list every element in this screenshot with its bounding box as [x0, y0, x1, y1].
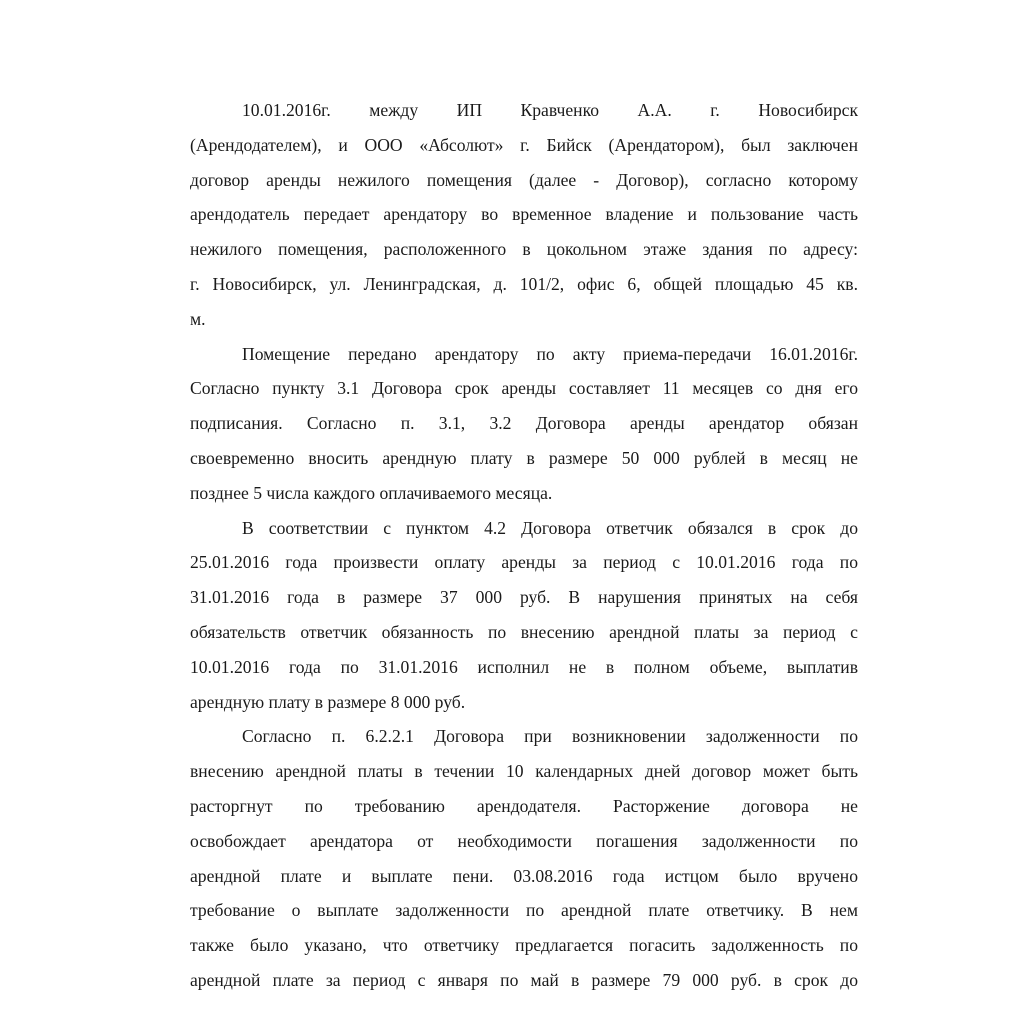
- paragraph-2-line-2: Согласно пункту 3.1 Договора срок аренды составляет 11 месяцев со дня его: [190, 378, 858, 399]
- paragraph-3-line-6: арендную плату в размере 8 000 руб.: [190, 691, 466, 712]
- paragraph-4-line-7: также было указано, что ответчику предлагается погасить задолженность по: [190, 935, 858, 956]
- paragraph-3-line-5: 10.01.2016 года по 31.01.2016 исполнил не в полном объеме, выплатив: [190, 656, 858, 677]
- paragraph-3-line-2: 25.01.2016 года произвести оплату аренды за период с 10.01.2016 года по: [190, 552, 858, 573]
- paragraph-4-line-1: Согласно п. 6.2.2.1 Договора при возникновении задолженности по: [242, 726, 858, 747]
- paragraph-2-line-4: своевременно вносить арендную плату в размере 50 000 рублей в месяц не: [190, 447, 858, 468]
- paragraph-1-line-7: м.: [190, 308, 206, 329]
- paragraph-2-line-1: Помещение передано арендатору по акту приема-передачи 16.01.2016г.: [242, 343, 858, 364]
- paragraph-1-line-2: (Арендодателем), и ООО «Абсолют» г. Бийск (Арендатором), был заключен: [190, 134, 858, 155]
- paragraph-4-line-3: расторгнут по требованию арендодателя. Расторжение договора не: [190, 795, 858, 816]
- paragraph-1-line-1: 10.01.2016г. между ИП Кравченко А.А. г. Новосибирск: [242, 100, 858, 120]
- paragraph-4-line-2: внесению арендной платы в течении 10 календарных дней договор может быть: [190, 761, 858, 782]
- paragraph-1-line-4: арендодатель передает арендатору во временное владение и пользование часть: [190, 204, 858, 225]
- paragraph-4-line-8: арендной плате за период с января по май в размере 79 000 руб. в срок до: [190, 969, 858, 990]
- paragraph-4-line-4: освобождает арендатора от необходимости погашения задолженности по: [190, 830, 858, 851]
- paragraph-1-line-5: нежилого помещения, расположенного в цокольном этаже здания по адресу:: [190, 239, 858, 260]
- paragraph-4-line-6: требование о выплате задолженности по арендной плате ответчику. В нем: [190, 900, 858, 921]
- paragraph-2-line-5: позднее 5 числа каждого оплачиваемого месяца.: [190, 482, 553, 503]
- document-body: [190, 93, 858, 998]
- paragraph-3-line-4: обязательств ответчик обязанность по внесению арендной платы за период с: [190, 621, 858, 642]
- paragraph-4-line-5: арендной плате и выплате пени. 03.08.2016 года истцом было вручено: [190, 865, 858, 886]
- paragraph-2-line-3: подписания. Согласно п. 3.1, 3.2 Договора аренды арендатор обязан: [190, 413, 858, 434]
- paragraph-1-line-6: г. Новосибирск, ул. Ленинградская, д. 101/2, офис 6, общей площадью 45 кв.: [190, 273, 858, 294]
- paragraph-3-line-3: 31.01.2016 года в размере 37 000 руб. В нарушения принятых на себя: [190, 587, 858, 608]
- paragraph-1-line-3: договор аренды нежилого помещения (далее - Договор), согласно которому: [190, 169, 858, 190]
- paragraph-3-line-1: В соответствии с пунктом 4.2 Договора ответчик обязался в срок до: [242, 517, 858, 538]
